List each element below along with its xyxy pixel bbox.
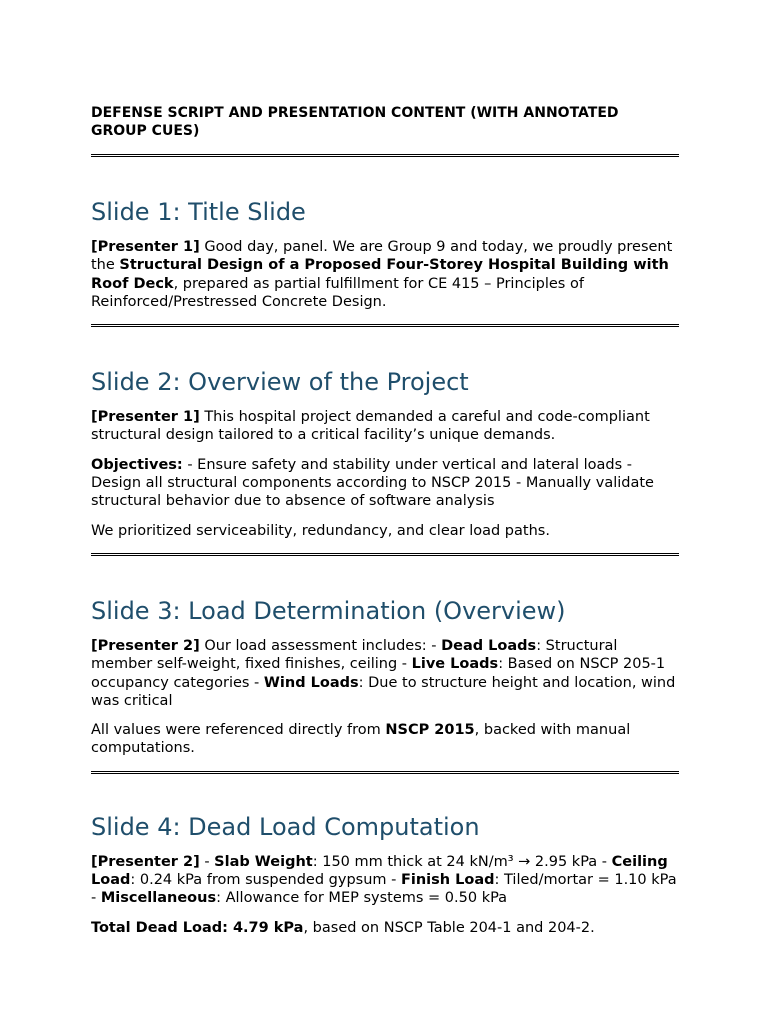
bold-text-run: Wind Loads	[263, 674, 359, 691]
text-run: Our load assessment includes: -	[199, 637, 442, 654]
slide-4-heading: Slide 4: Dead Load Computation	[91, 812, 480, 841]
bold-text-run: Live Loads	[411, 656, 499, 673]
slide-4-paragraph-components	[91, 853, 679, 908]
document-title: DEFENSE SCRIPT AND PRESENTATION CONTENT (WITH ANNOTATED GROUP CUES)	[91, 105, 619, 139]
bold-text-run: Dead Loads	[441, 637, 537, 654]
text-run: Good day, panel. We are Group 9 and today, we proudly present the	[91, 239, 673, 274]
bold-text-run: Slab Weight	[214, 853, 313, 870]
bold-text-run: Objectives:	[91, 456, 183, 473]
text-run: : 150 mm thick at 24 kN/m³ → 2.95 kPa -	[312, 853, 612, 870]
bold-text-run: Finish Load	[400, 872, 495, 889]
bold-text-run: [Presenter 2]	[91, 637, 200, 654]
text-run: , prepared as partial fulfillment for CE 415 – Principles of Reinforced/Prestressed Concrete Design.	[91, 275, 584, 310]
bold-text-run: Total Dead Load: 4.79 kPa	[91, 919, 304, 936]
text-run: : Tiled/mortar = 1.10 kPa -	[91, 872, 677, 907]
slide-2-paragraph-intro	[91, 408, 679, 445]
bold-text-run: [Presenter 2]	[91, 853, 200, 870]
slide-1-heading: Slide 1: Title Slide	[91, 198, 306, 226]
text-run: This hospital project demanded a careful and code-compliant structural design tailored to a critical facility’s unique demands.	[91, 409, 650, 444]
slide-2-paragraph-objectives	[91, 456, 679, 511]
text-run: : Structural member self-weight, fixed finishes, ceiling -	[91, 637, 618, 673]
text-run: We prioritized serviceability, redundancy, and clear load paths.	[91, 522, 550, 539]
slide-2-heading: Slide 2: Overview of the Project	[91, 368, 469, 397]
slide-3-paragraph-loads	[91, 637, 679, 710]
bold-text-run: [Presenter 1]	[91, 409, 200, 426]
slide-3-paragraph-references	[91, 721, 679, 758]
document-page	[91, 104, 679, 937]
bold-text-run: Ceiling Load	[91, 853, 668, 889]
text-run: , based on NSCP Table 204-1 and 204-2.	[303, 919, 595, 936]
slide-2-paragraph-priorities	[91, 522, 679, 540]
bold-text-run: [Presenter 1]	[91, 239, 200, 255]
text-run: , backed with manual computations.	[91, 722, 631, 757]
bold-text-run: Miscellaneous	[100, 890, 217, 907]
text-run: All values were referenced directly from	[91, 722, 386, 739]
text-run: - Ensure safety and stability under vertical and lateral loads - Design all structural components according to NSCP 2015 - Manually validate structural behavior due to absence of software analysis	[91, 456, 654, 510]
bold-text-run: Structural Design of a Proposed Four-Storey Hospital Building with Roof Deck	[91, 257, 669, 292]
double-rule-divider	[91, 553, 679, 556]
double-rule-divider	[91, 324, 679, 327]
text-run: : Allowance for MEP systems = 0.50 kPa	[216, 890, 508, 907]
text-run: : Due to structure height and location, wind was critical	[91, 674, 676, 709]
double-rule-divider	[91, 771, 679, 774]
slide-4-paragraph-total	[91, 919, 679, 937]
text-run: -	[199, 853, 215, 870]
double-rule-divider	[91, 154, 679, 157]
bold-text-run: NSCP 2015	[385, 722, 475, 739]
text-run: : Based on NSCP 205-1 occupancy categories -	[91, 656, 666, 691]
slide-3-heading: Slide 3: Load Determination (Overview)	[91, 596, 566, 625]
slide-1-paragraph	[91, 238, 679, 311]
text-run: : 0.24 kPa from suspended gypsum -	[130, 872, 401, 889]
